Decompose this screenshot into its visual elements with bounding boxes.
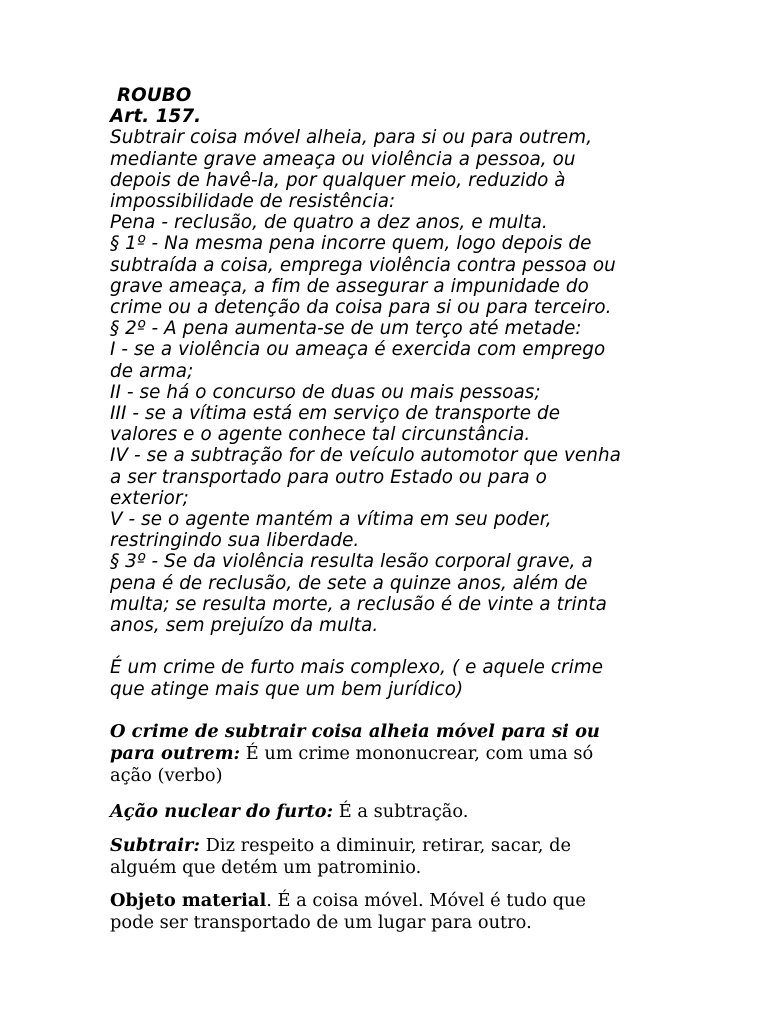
note-subtrair-text: Diz respeito a diminuir, retirar, sacar, de [200,835,572,856]
law-line: valores e o agente conhece tal circunstância. [110,424,531,446]
paragraph-spacer [110,636,670,657]
note-subtrair-text-continued: alguém que detém um patrominio. [110,857,422,879]
law-line: Subtrair coisa móvel alheia, para si ou para outrem, [110,127,593,149]
note-acao-paragraph [110,801,670,823]
law-line: impossibilidade de resistência: [110,191,396,213]
law-line: a ser transportado para outro Estado ou para o [110,466,547,488]
law-line: § 1º - Na mesma pena incorre quem, logo depois de [110,233,592,255]
note-subtrair-label: Subtrair: [110,835,200,856]
law-line: anos, sem prejuízo da multa. [110,615,379,637]
law-line: subtraída a coisa, emprega violência contra pessoa ou [110,254,616,276]
law-line: V - se o agente mantém a vítima em seu poder, [110,509,552,531]
law-line: Pena - reclusão, de quatro a dez anos, e multa. [110,212,548,234]
law-line: restringindo sua liberdade. [110,530,360,552]
note-crime-paragraph [110,721,670,788]
law-line: I - se a violência ou ameaça é exercida com emprego [110,339,606,361]
comment-line: que atinge mais que um bem jurídico) [110,678,464,700]
note-objeto-paragraph [110,890,670,934]
law-line: III - se a vítima está em serviço de transporte de [110,403,561,425]
law-line: crime ou a detenção da coisa para si ou para terceiro. [110,297,612,319]
article-number: Art. 157. [110,106,202,128]
law-line: de arma; [110,360,194,382]
note-subtrair-paragraph [110,835,670,879]
law-line: II - se há o concurso de duas ou mais pessoas; [110,381,541,403]
note-objeto-label: Objeto material [110,890,267,911]
law-line: pena é de reclusão, de sete a quinze anos, além de [110,572,588,594]
note-crime-label: O crime de subtrair coisa alheia móvel para si ou [110,721,600,742]
law-line: grave ameaça, a fim de assegurar a impunidade do [110,275,589,297]
law-line: IV - se a subtração for de veículo automotor que venha [110,445,621,467]
document-page [110,85,670,934]
note-crime-label-continued: para outrem: [110,743,241,765]
note-acao-text: É a subtração. [333,801,469,822]
law-line: multa; se resulta morte, a reclusão é de vinte a trinta [110,593,607,615]
note-objeto-text: . É a coisa móvel. Móvel é tudo que [266,890,586,911]
section-title: ROUBO [117,85,192,106]
note-objeto-text-continued: pode ser transportado de um lugar para outro. [110,912,532,934]
law-line: mediante grave ameaça ou violência a pessoa, ou [110,148,576,170]
comment-line: É um crime de furto mais complexo, ( e aquele crime [110,657,604,679]
law-line: § 3º - Se da violência resulta lesão corporal grave, a [110,551,593,573]
law-line: depois de havê-la, por qualquer meio, reduzido à [110,169,566,191]
note-acao-label: Ação nuclear do furto: [110,801,334,822]
law-article-block [110,85,670,700]
note-crime-text-continued: ação (verbo) [110,765,223,787]
note-crime-text: É um crime mononucrear, com uma só [240,743,594,765]
law-line: § 2º - A pena aumenta-se de um terço até metade: [110,318,582,340]
law-line: exterior; [110,487,189,509]
